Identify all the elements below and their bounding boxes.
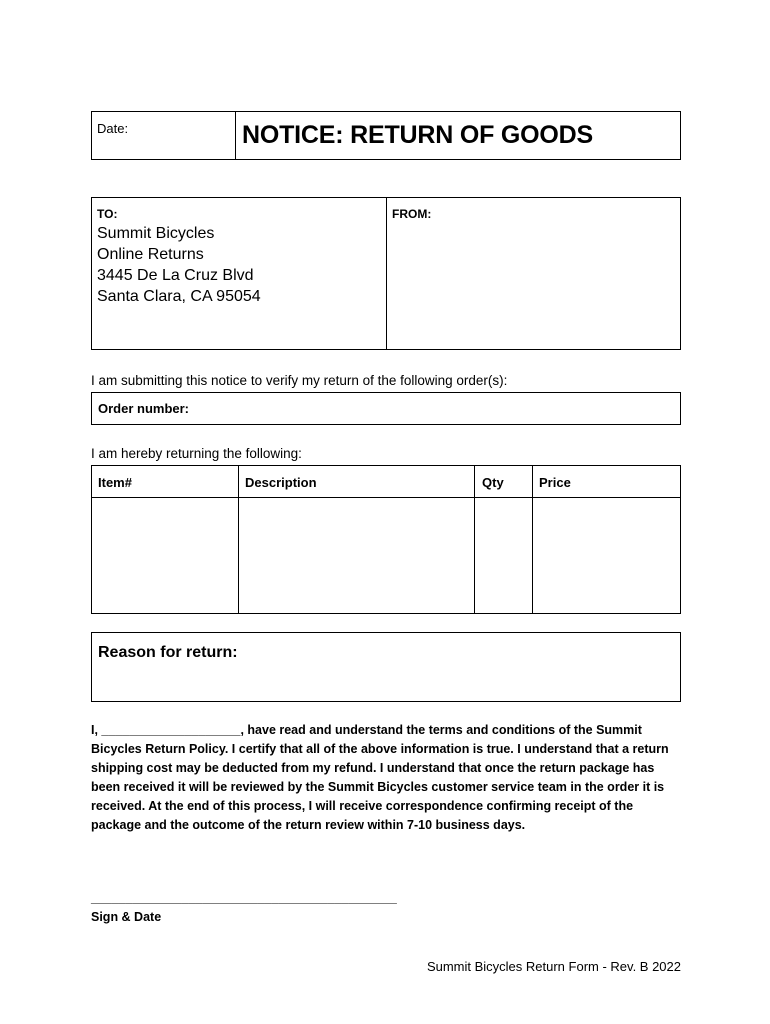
to-address — [97, 223, 261, 307]
signature-label: Sign & Date — [91, 910, 162, 924]
items-table[interactable] — [91, 465, 681, 614]
date-label: Date: — [97, 121, 129, 136]
column-divider — [238, 466, 239, 613]
to-label: TO: — [97, 207, 118, 221]
date-field[interactable] — [92, 112, 236, 159]
order-number-field[interactable] — [91, 392, 681, 425]
column-divider — [474, 466, 475, 613]
order-number-label: Order number: — [98, 401, 190, 416]
column-header-price: Price — [539, 475, 571, 490]
reason-label: Reason for return: — [98, 644, 238, 661]
column-header-qty: Qty — [482, 475, 504, 490]
column-header-item: Item# — [98, 475, 132, 490]
header-divider — [92, 497, 680, 498]
order-intro-text: I am submitting this notice to verify my return of the following order(s): — [91, 373, 508, 388]
column-divider — [532, 466, 533, 613]
certification-text: I, ____________________, have read and understand the terms and conditions of the Summit Bicycles Return Policy. I certify that all of the above information is true. I understand that a return shipping cost may be deducted from my refund. I understand that once the return package has been received it will be reviewed by the Summit Bicycles customer service team in the order it is received. At the end of this process, I will receive correspondence confirming receipt of the package and the outcome of the return review within 7-10 business days. — [91, 723, 669, 832]
reason-field[interactable] — [91, 632, 681, 702]
signature-line[interactable]: ____________________________________________ — [91, 891, 397, 905]
to-address-line: Summit Bicycles — [97, 225, 215, 242]
page-title: NOTICE: RETURN OF GOODS — [242, 121, 593, 149]
items-intro-text: I am hereby returning the following: — [91, 446, 302, 461]
footer-text: Summit Bicycles Return Form - Rev. B 2022 — [426, 959, 681, 974]
to-address-line: 3445 De La Cruz Blvd — [97, 267, 254, 284]
from-label: FROM: — [392, 207, 432, 221]
column-header-description: Description — [245, 475, 317, 490]
to-address-line: Santa Clara, CA 95054 — [97, 288, 261, 305]
header-box — [91, 111, 681, 160]
to-address-line: Online Returns — [97, 246, 204, 263]
address-box — [91, 197, 681, 350]
